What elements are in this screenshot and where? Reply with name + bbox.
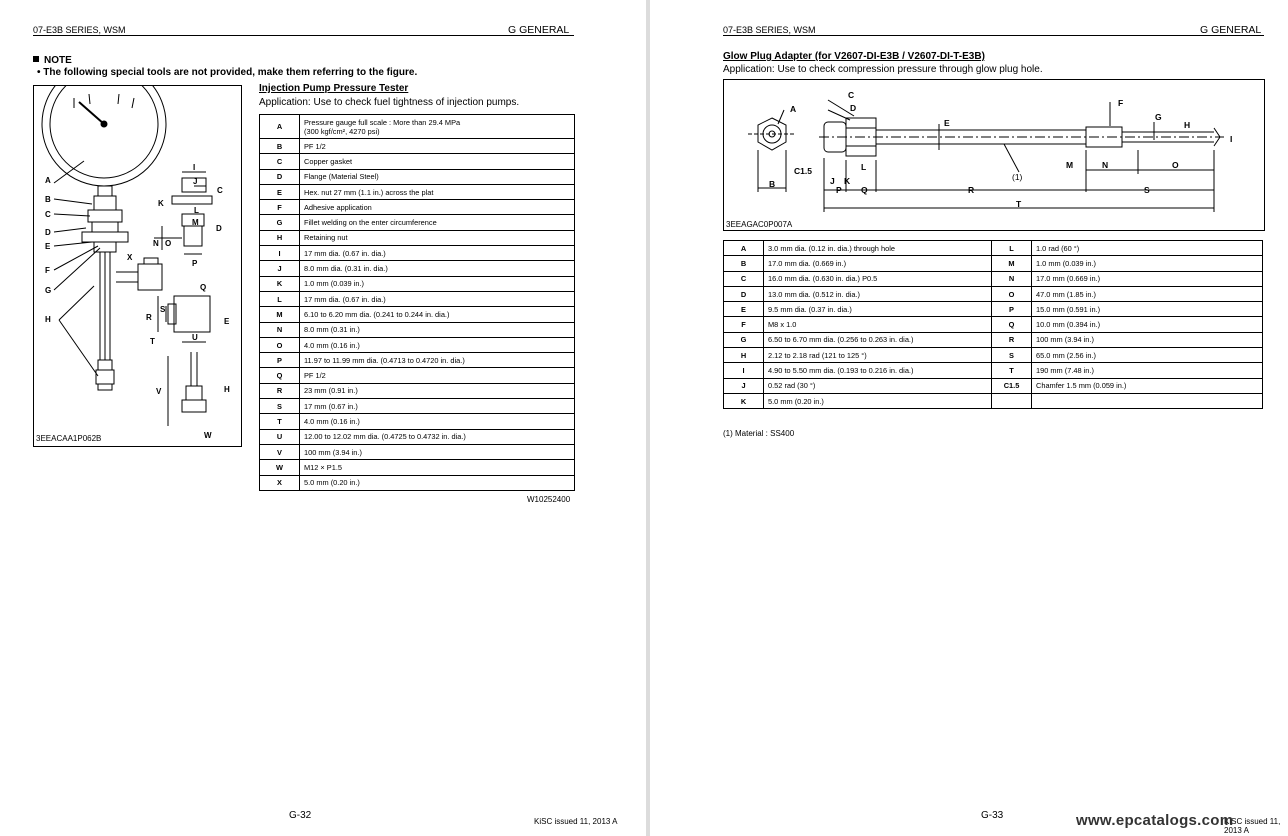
table-row — [260, 383, 575, 398]
spec-value: 13.0 mm dia. (0.512 in. dia.) — [764, 286, 992, 301]
spec-key: T — [260, 414, 300, 429]
label-u: U — [192, 333, 198, 342]
spec-key: H — [724, 348, 764, 363]
table-row — [260, 353, 575, 368]
label-r: R — [968, 185, 975, 195]
table-row — [724, 348, 1263, 363]
watermark: www.epcatalogs.com — [1076, 812, 1234, 829]
spec-key: P — [260, 353, 300, 368]
section-header: G GENERAL — [1200, 24, 1262, 36]
label-g: G — [45, 286, 52, 295]
spec-value: 8.0 mm dia. (0.31 in. dia.) — [300, 261, 575, 276]
spec-key: B — [260, 139, 300, 154]
table-row — [260, 322, 575, 337]
spec-key: H — [260, 230, 300, 245]
spec-key: K — [724, 393, 764, 408]
spec-value: 17 mm (0.67 in.) — [300, 399, 575, 414]
spec-value: 1.0 rad (60 °) — [1032, 241, 1263, 256]
pressure-gauge-shape — [42, 86, 166, 186]
label-l: L — [861, 162, 867, 172]
label-l: L — [194, 206, 199, 215]
table-row — [260, 139, 575, 154]
spec-value: Retaining nut — [300, 230, 575, 245]
material-note: (1) Material : SS400 — [723, 429, 795, 438]
spec-key: Q — [260, 368, 300, 383]
header-rule — [33, 35, 574, 36]
spec-key: E — [260, 184, 300, 199]
table-row — [724, 378, 1263, 393]
label-j: J — [830, 176, 835, 186]
label-c: C — [45, 210, 51, 219]
spec-value: 6.50 to 6.70 mm dia. (0.256 to 0.263 in. dia.) — [764, 332, 992, 347]
spec-value: M12 × P1.5 — [300, 460, 575, 475]
spec-value: 190 mm (7.48 in.) — [1032, 363, 1263, 378]
spec-value: 4.90 to 5.50 mm dia. (0.193 to 0.216 in. dia.) — [764, 363, 992, 378]
spec-key: S — [992, 348, 1032, 363]
label-m: M — [1066, 160, 1074, 170]
page-number: G-33 — [981, 810, 1004, 821]
spec-value: 5.0 mm (0.20 in.) — [300, 475, 575, 490]
spec-key: C — [724, 271, 764, 286]
table-row — [260, 307, 575, 322]
spec-value: 23 mm (0.91 in.) — [300, 383, 575, 398]
spec-value: 16.0 mm dia. (0.630 in. dia.) P0.5 — [764, 271, 992, 286]
spec-value: 100 mm (3.94 in.) — [1032, 332, 1263, 347]
issue-note: KiSC issued 11, 2013 A — [534, 817, 618, 826]
table-row — [724, 256, 1263, 271]
spec-value: 0.52 rad (30 °) — [764, 378, 992, 393]
spec-key: R — [260, 383, 300, 398]
label-d: D — [850, 103, 857, 113]
figure-code: 3EEAGAC0P007A — [726, 220, 793, 229]
spec-key: F — [260, 200, 300, 215]
spec-key: M — [992, 256, 1032, 271]
label-q: Q — [861, 185, 868, 195]
spec-key: C1.5 — [992, 378, 1032, 393]
table-row — [260, 368, 575, 383]
table-row — [724, 363, 1263, 378]
spec-value: 100 mm (3.94 in.) — [300, 444, 575, 459]
label-p: P — [836, 185, 842, 195]
table-row — [260, 200, 575, 215]
spec-key: S — [260, 399, 300, 414]
spec-key: L — [992, 241, 1032, 256]
spec-key: D — [260, 169, 300, 184]
label-s: S — [1144, 185, 1150, 195]
spec-key: X — [260, 475, 300, 490]
label-h: H — [1184, 120, 1191, 130]
label-k: K — [844, 176, 851, 186]
spec-key: B — [724, 256, 764, 271]
label-a: A — [790, 104, 797, 114]
table-row — [724, 302, 1263, 317]
spec-value: 6.10 to 6.20 mm dia. (0.241 to 0.244 in. dia.) — [300, 307, 575, 322]
spec-key: J — [260, 261, 300, 276]
spec-key: G — [260, 215, 300, 230]
note-text: • The following special tools are not provided, make them referring to the figure. — [37, 67, 418, 78]
label-o: O — [1172, 160, 1179, 170]
header-rule — [723, 35, 1264, 36]
label-n: N — [1102, 160, 1109, 170]
table-row — [260, 291, 575, 306]
adapter-spec-table — [723, 240, 1263, 409]
label-x: X — [127, 253, 133, 262]
label-c-right: C — [217, 186, 223, 195]
label-v: V — [156, 387, 162, 396]
glow-plug-adapter-drawing — [724, 80, 1264, 230]
spec-value: 11.97 to 11.99 mm dia. (0.4713 to 0.4720 in. dia.) — [300, 353, 575, 368]
table-row — [260, 246, 575, 261]
spec-value: PF 1/2 — [300, 368, 575, 383]
spec-key: I — [724, 363, 764, 378]
label-b: B — [769, 179, 776, 189]
table-row — [724, 332, 1263, 347]
table-row — [260, 460, 575, 475]
spec-value: 8.0 mm (0.31 in.) — [300, 322, 575, 337]
spec-key: V — [260, 444, 300, 459]
table-row — [260, 184, 575, 199]
spec-value: 9.5 mm dia. (0.37 in. dia.) — [764, 302, 992, 317]
table-row — [260, 115, 575, 139]
label-p: P — [192, 259, 198, 268]
spec-key: I — [260, 246, 300, 261]
spec-key: N — [260, 322, 300, 337]
spec-value: 15.0 mm (0.591 in.) — [1032, 302, 1263, 317]
spec-value: 17.0 mm dia. (0.669 in.) — [764, 256, 992, 271]
spec-key: Q — [992, 317, 1032, 332]
label-f: F — [45, 266, 50, 275]
reference-code: W10252400 — [527, 495, 571, 504]
table-row — [260, 230, 575, 245]
spec-key — [992, 393, 1032, 408]
spec-key: R — [992, 332, 1032, 347]
table-row — [260, 444, 575, 459]
figure-code: 3EEACAA1P062B — [36, 434, 102, 443]
spec-key: W — [260, 460, 300, 475]
spec-value: 4.0 mm (0.16 in.) — [300, 414, 575, 429]
note-title: NOTE — [33, 55, 72, 66]
label-d-right: D — [216, 224, 222, 233]
tester-figure — [33, 85, 242, 447]
tool-title: Glow Plug Adapter (for V2607-DI-E3B / V2607-DI-T-E3B) — [723, 51, 985, 62]
label-h: H — [45, 315, 51, 324]
spec-value: 47.0 mm (1.85 in.) — [1032, 286, 1263, 301]
right-page — [650, 0, 1288, 836]
spec-key: N — [992, 271, 1032, 286]
spec-value: 17 mm dia. (0.67 in. dia.) — [300, 291, 575, 306]
spec-value: 5.0 mm (0.20 in.) — [764, 393, 992, 408]
label-j: J — [193, 177, 198, 186]
spec-key: T — [992, 363, 1032, 378]
spec-key: L — [260, 291, 300, 306]
spec-value: Flange (Material Steel) — [300, 169, 575, 184]
spec-value: 17 mm dia. (0.67 in. dia.) — [300, 246, 575, 261]
spec-value: Copper gasket — [300, 154, 575, 169]
label-f: F — [1118, 98, 1124, 108]
spec-key: P — [992, 302, 1032, 317]
table-row — [724, 393, 1263, 408]
label-w: W — [204, 431, 212, 440]
spec-key: D — [724, 286, 764, 301]
spec-value: PF 1/2 — [300, 139, 575, 154]
table-row — [260, 276, 575, 291]
table-row — [260, 261, 575, 276]
table-row — [724, 286, 1263, 301]
spec-key: A — [724, 241, 764, 256]
label-c15: C1.5 — [794, 166, 812, 176]
issue-note: KiSC issued 11, 2013 A — [1224, 817, 1281, 835]
spec-key: U — [260, 429, 300, 444]
label-n: N — [153, 239, 159, 248]
spec-key: C — [260, 154, 300, 169]
section-header: G GENERAL — [508, 24, 570, 36]
spec-key: A — [260, 115, 300, 139]
table-row — [724, 317, 1263, 332]
page-number: G-32 — [289, 810, 312, 821]
tool-title: Injection Pump Pressure Tester — [259, 83, 409, 94]
injection-pump-tester-drawing — [34, 86, 241, 446]
spec-key: M — [260, 307, 300, 322]
spec-value: Hex. nut 27 mm (1.1 in.) across the plat — [300, 184, 575, 199]
table-row — [260, 399, 575, 414]
label-g: G — [1155, 112, 1162, 122]
label-m: M — [192, 218, 199, 227]
square-bullet-icon — [33, 56, 39, 62]
series-header: 07-E3B SERIES, WSM — [33, 25, 126, 35]
label-t: T — [150, 337, 155, 346]
table-row — [260, 429, 575, 444]
spec-key: O — [992, 286, 1032, 301]
spec-key: J — [724, 378, 764, 393]
table-row — [260, 169, 575, 184]
application-text: Application: Use to check compression pressure through glow plug hole. — [723, 64, 1043, 75]
label-i: I — [1230, 134, 1233, 144]
spec-value: 4.0 mm (0.16 in.) — [300, 337, 575, 352]
spec-key: O — [260, 337, 300, 352]
label-o: O — [165, 239, 172, 248]
label-e: E — [45, 242, 51, 251]
spec-value: 3.0 mm dia. (0.12 in. dia.) through hole — [764, 241, 992, 256]
label-e: E — [944, 118, 950, 128]
table-row — [260, 414, 575, 429]
spec-value: 65.0 mm (2.56 in.) — [1032, 348, 1263, 363]
spec-key: K — [260, 276, 300, 291]
spec-value: 1.0 mm (0.039 in.) — [1032, 256, 1263, 271]
label-t: T — [1016, 199, 1022, 209]
spec-value: Adhesive application — [300, 200, 575, 215]
application-text: Application: Use to check fuel tightness of injection pumps. — [259, 97, 520, 108]
spec-value: 17.0 mm (0.669 in.) — [1032, 271, 1263, 286]
label-k: K — [158, 199, 164, 208]
spec-value — [1032, 393, 1263, 408]
label-r: R — [146, 313, 152, 322]
label-h-right: H — [224, 385, 230, 394]
spec-key: G — [724, 332, 764, 347]
spec-value: 2.12 to 2.18 rad (121 to 125 °) — [764, 348, 992, 363]
label-q: Q — [200, 283, 207, 292]
spec-value: Chamfer 1.5 mm (0.059 in.) — [1032, 378, 1263, 393]
adapter-figure — [723, 79, 1265, 231]
label-e-right: E — [224, 317, 230, 326]
spec-value: M8 x 1.0 — [764, 317, 992, 332]
table-row — [724, 241, 1263, 256]
label-c: C — [848, 90, 855, 100]
tester-spec-table — [259, 114, 575, 491]
spec-value: 10.0 mm (0.394 in.) — [1032, 317, 1263, 332]
spec-value: 12.00 to 12.02 mm dia. (0.4725 to 0.4732 in. dia.) — [300, 429, 575, 444]
spec-value: Pressure gauge full scale : More than 29.4 MPa (300 kgf/cm², 4270 psi) — [300, 115, 575, 139]
label-s: S — [160, 305, 166, 314]
table-row — [260, 154, 575, 169]
label-a: A — [45, 176, 51, 185]
label-material-ref: (1) — [1012, 172, 1023, 182]
label-b: B — [45, 195, 51, 204]
table-row — [724, 271, 1263, 286]
table-row — [260, 215, 575, 230]
spec-value: Fillet welding on the enter circumference — [300, 215, 575, 230]
spec-key: E — [724, 302, 764, 317]
spec-key: F — [724, 317, 764, 332]
table-row — [260, 475, 575, 490]
label-d: D — [45, 228, 51, 237]
spec-value: 1.0 mm (0.039 in.) — [300, 276, 575, 291]
series-header: 07-E3B SERIES, WSM — [723, 25, 816, 35]
label-i: I — [193, 163, 196, 172]
table-row — [260, 337, 575, 352]
